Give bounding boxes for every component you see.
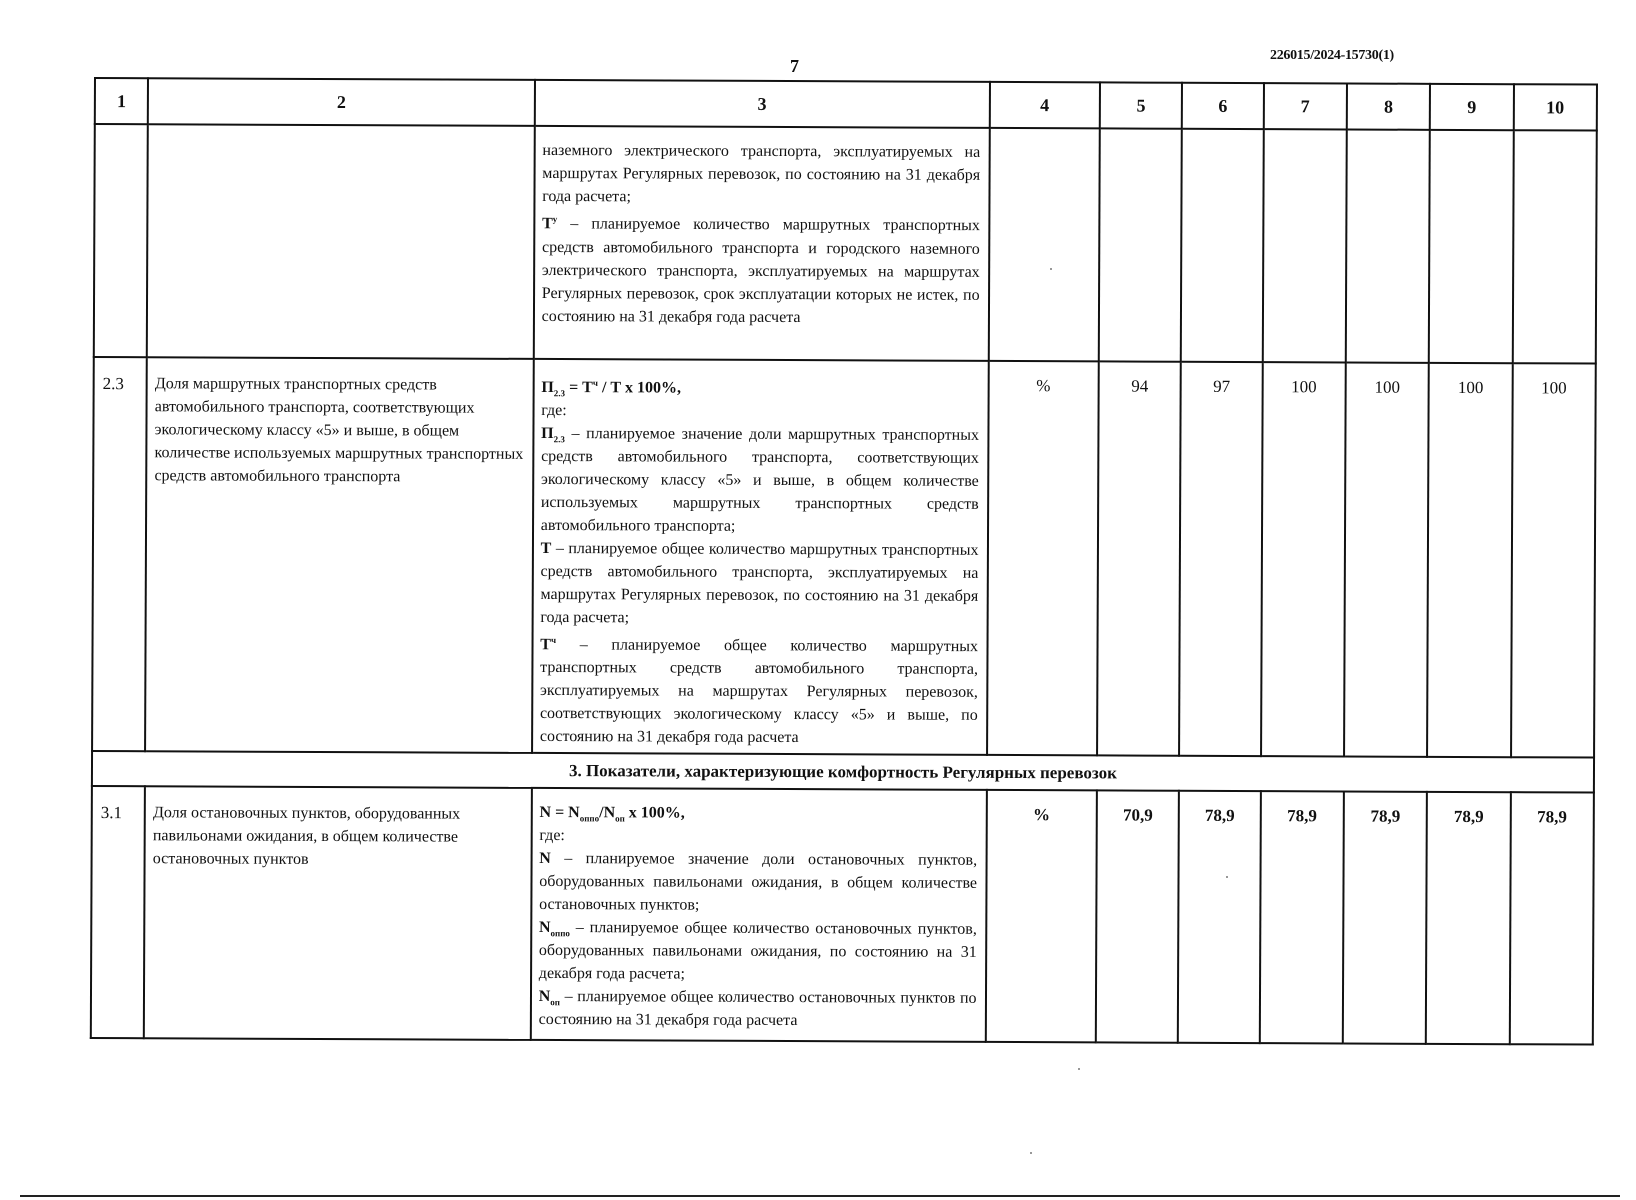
formula-text: – планируемое количество маршрутных транспортных средств автомобильного транспорта и городского наземного электрического транспорта, эксплуатируемых на маршрутах Регулярных перевозок, срок эксплуатации которых не истек, по состоянию на 31 декабря года расчета — [541, 215, 980, 326]
value-cell: 100 — [1344, 362, 1429, 757]
value-cell: 100 — [1427, 363, 1512, 758]
indicator-name: Доля маршрутных транспортных средств автомобильного транспорта, соответствующих экологическому классу «5» и выше, в общем количестве используемых маршрутных транспортных средств автомобильного транспорта — [145, 357, 533, 753]
table-cell — [1099, 129, 1182, 362]
row-number: 3.1 — [91, 785, 145, 1038]
value-cell: 100 — [1511, 363, 1596, 758]
scan-speck — [1030, 1152, 1032, 1154]
scan-speck — [1226, 876, 1228, 878]
value-cell: 78,9 — [1426, 791, 1510, 1044]
indicator-name: Доля остановочных пунктов, оборудованных павильонами ожидания, в общем количестве остановочных пунктов — [144, 786, 532, 1040]
table-cell — [1346, 130, 1430, 363]
column-header: 7 — [1263, 83, 1347, 130]
formula-main: $N = N_{оппо}/N_{оп}$ х 100%, — [539, 803, 685, 824]
formula-symbol: Т — [542, 215, 553, 233]
table-cell — [1512, 131, 1596, 364]
value-cell: 78,9 — [1178, 790, 1260, 1043]
formula-where: где: — [541, 401, 567, 420]
row-number: 2.3 — [92, 357, 147, 752]
column-header: 8 — [1347, 83, 1431, 130]
table-row — [92, 357, 1596, 758]
table-cell — [94, 124, 148, 356]
column-header: 10 — [1513, 84, 1597, 131]
table-row — [91, 785, 1594, 1044]
table-row-continued — [94, 124, 1597, 363]
formula-definition: – планируемое общее количество маршрутных транспортных средств автомобильного транспорта, эксплуатируемых на маршрутах Регулярных перевозок, соответствующих экологическому классу «5» и выше, по состоянию на 31 декабря года расчета — [539, 636, 979, 747]
table-cell — [988, 128, 1099, 361]
formula-cell: $N = N_{оппо}/N_{оп}$ х 100%, где: N – планируемое значение доли остановочных пунктов, оборудованных павильонами ожидания, в общем количестве остановочных пунктов; $N_{оппо}$ – планируемое общее количество остановочных пунктов, оборудованных павильонами ожидания, по состоянию на 31 декабря года расчета; $N_{оп}$ – планируемое общее количество остановочных пунктов по состоянию на 31 декабря года расчета — [531, 787, 987, 1041]
scan-speck — [1050, 268, 1052, 270]
column-header: 6 — [1182, 83, 1264, 130]
column-header: 3 — [535, 80, 990, 128]
formula-cell — [534, 126, 990, 360]
value-cell: 94 — [1097, 361, 1181, 756]
value-cell: 78,9 — [1259, 791, 1343, 1044]
unit-cell: % — [987, 361, 1099, 756]
table-cell — [1181, 129, 1263, 362]
value-cell: 78,9 — [1509, 792, 1593, 1045]
indicators-table — [90, 77, 1598, 1046]
formula-text: наземного электрического транспорта, эксплуатируемых на маршрутах Регулярных перевозок, по состоянию на 31 декабря года расчета; — [542, 142, 981, 206]
column-header: 4 — [989, 82, 1100, 129]
page-number: 7 — [790, 56, 799, 76]
table-cell — [1262, 130, 1346, 363]
value-cell: 97 — [1179, 361, 1262, 756]
table-cell — [147, 125, 535, 359]
formula-definition: – планируемое общее количество остановочных пунктов, оборудованных павильонами ожидания, по состоянию на 31 декабря года расчета; — [538, 918, 977, 983]
scan-edge-line — [20, 1195, 1620, 1197]
column-header: 1 — [95, 78, 148, 125]
formula-cell: $П_{2.3} = Т^ч / Т$ х 100%, где: $П_{2.3}$ – планируемое значение доли маршрутных транспортных средств автомобильного транспорта, соответствующих экологическому классу «5» и выше, в общем количестве используемых маршрутных транспортных средств автомобильного транспорта; Т – планируемое общее количество маршрутных транспортных средств автомобильного транспорта, эксплуатируемых на маршрутах Регулярных перевозок, по состоянию на 31 декабря года расчета; $Т^ч$ – планируемое общее количество маршрутных транспортных средств автомобильного транспорта, эксплуатируемых на маршрутах Регулярных перевозок, соответствующих экологическому классу «5» и выше, по состоянию на 31 декабря года расчета — [532, 359, 989, 755]
formula-superscript: у — [552, 214, 558, 225]
formula-where: где: — [539, 826, 565, 844]
section-title: 3. Показатели, характеризующие комфортность Регулярных перевозок — [92, 751, 1594, 792]
value-cell: 70,9 — [1096, 790, 1179, 1043]
column-header: 9 — [1430, 84, 1514, 131]
formula-definition: – планируемое значение доли остановочных пунктов, оборудованных павильонами ожидания, в общем количестве остановочных пунктов; — [539, 849, 978, 914]
formula-definition: – планируемое общее количество маршрутных транспортных средств автомобильного транспорта, эксплуатируемых на маршрутах Регулярных перевозок, по состоянию на 31 декабря года расчета; — [540, 540, 979, 627]
formula-definition: – планируемое значение доли маршрутных транспортных средств автомобильного транспорта, соответствующих экологическому классу «5» и выше, в общем количестве используемых маршрутных транспортных средств автомобильного транспорта; — [540, 425, 980, 535]
table-cell — [1429, 130, 1513, 363]
document-id: 226015/2024-15730(1) — [1270, 48, 1394, 63]
column-header: 5 — [1100, 82, 1183, 129]
column-header: 2 — [148, 78, 535, 126]
formula-definition: – планируемое общее количество остановочных пунктов по состоянию на 31 декабря года расчета — [538, 987, 977, 1029]
header-row — [95, 78, 1597, 131]
unit-cell: % — [985, 789, 1097, 1042]
formula-main: $П_{2.3} = Т^ч / Т$ х 100%, — [541, 377, 682, 399]
value-cell: 78,9 — [1343, 791, 1427, 1044]
scan-speck — [1078, 1068, 1080, 1070]
value-cell: 100 — [1261, 362, 1346, 757]
